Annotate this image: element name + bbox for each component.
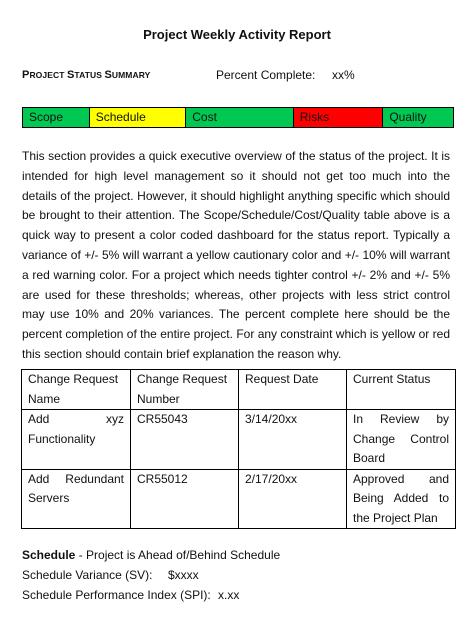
column-header: Request Date <box>239 370 347 410</box>
summary-label-part: P <box>22 69 30 81</box>
summary-label-part: ROJECT <box>29 70 67 80</box>
status-cell-cost: Cost <box>186 108 294 127</box>
spi-line <box>22 585 280 605</box>
summary-label-part: S <box>66 69 75 81</box>
change-request-table <box>21 369 456 529</box>
schedule-heading-text: - Project is Ahead of/Behind Schedule <box>75 548 281 562</box>
summary-label-part: S <box>104 69 112 81</box>
table-header-row <box>22 370 456 410</box>
spi-value: x.xx <box>218 588 240 602</box>
table-cell: CR55043 <box>131 410 239 470</box>
column-header: Change Request Number <box>131 370 239 410</box>
column-header: Change Request Name <box>22 370 131 410</box>
table-cell: 2/17/20xx <box>239 469 347 529</box>
status-cell-risks: Risks <box>294 108 384 127</box>
status-cell-schedule: Schedule <box>90 108 187 127</box>
table-cell: In Review by Change Control Board <box>347 410 456 470</box>
percent-complete-label: Percent Complete: <box>216 68 316 82</box>
status-cell-scope: Scope <box>23 108 90 127</box>
summary-label-part: UMMARY <box>111 70 151 80</box>
table-cell: CR55012 <box>131 469 239 529</box>
table-cell: Add Redundant Servers <box>22 469 131 529</box>
table-cell: Add xyz Functionality <box>22 410 131 470</box>
sv-value: $xxxx <box>168 568 199 582</box>
project-status-summary-label <box>22 69 150 81</box>
status-cell-quality: Quality <box>383 108 453 127</box>
intro-paragraph: This section provides a quick executive overview of the status of the project. It is intended for high level management so it should not get too much into the details of the project. However, it should highlight anything specific which should be brought to their attention. The Scope/Schedule/Cost/Quality table above is a quick way to present a color coded dashboard for the status report. Typically a variance of +/- 5% will warrant a yellow cautionary color and +/- 10% will warrant a red warning color. For a project which needs tighter control +/- 2% and +/- 5% are used for these thresholds; whereas, other projects with less strict control may use 10% and 20% variances. The percent complete here should be the percent completion of the entire project. For any constraint which is yellow or red this section should contain brief explanation the reason why. <box>22 149 450 361</box>
table-row <box>22 469 456 529</box>
table-cell: 3/14/20xx <box>239 410 347 470</box>
sv-label: Schedule Variance (SV): <box>22 568 153 582</box>
table-row <box>22 410 456 470</box>
report-title: Project Weekly Activity Report <box>143 27 331 42</box>
schedule-section <box>22 545 280 605</box>
status-dashboard-bar <box>22 107 454 128</box>
summary-label-part: TATUS <box>74 70 105 80</box>
percent-complete-value: xx% <box>332 68 355 82</box>
schedule-variance-line <box>22 565 280 585</box>
schedule-heading-line <box>22 545 280 565</box>
spi-label: Schedule Performance Index (SPI): <box>22 588 211 602</box>
column-header: Current Status <box>347 370 456 410</box>
table-cell: Approved and Being Added to the Project Plan <box>347 469 456 529</box>
schedule-heading: Schedule <box>22 548 76 562</box>
